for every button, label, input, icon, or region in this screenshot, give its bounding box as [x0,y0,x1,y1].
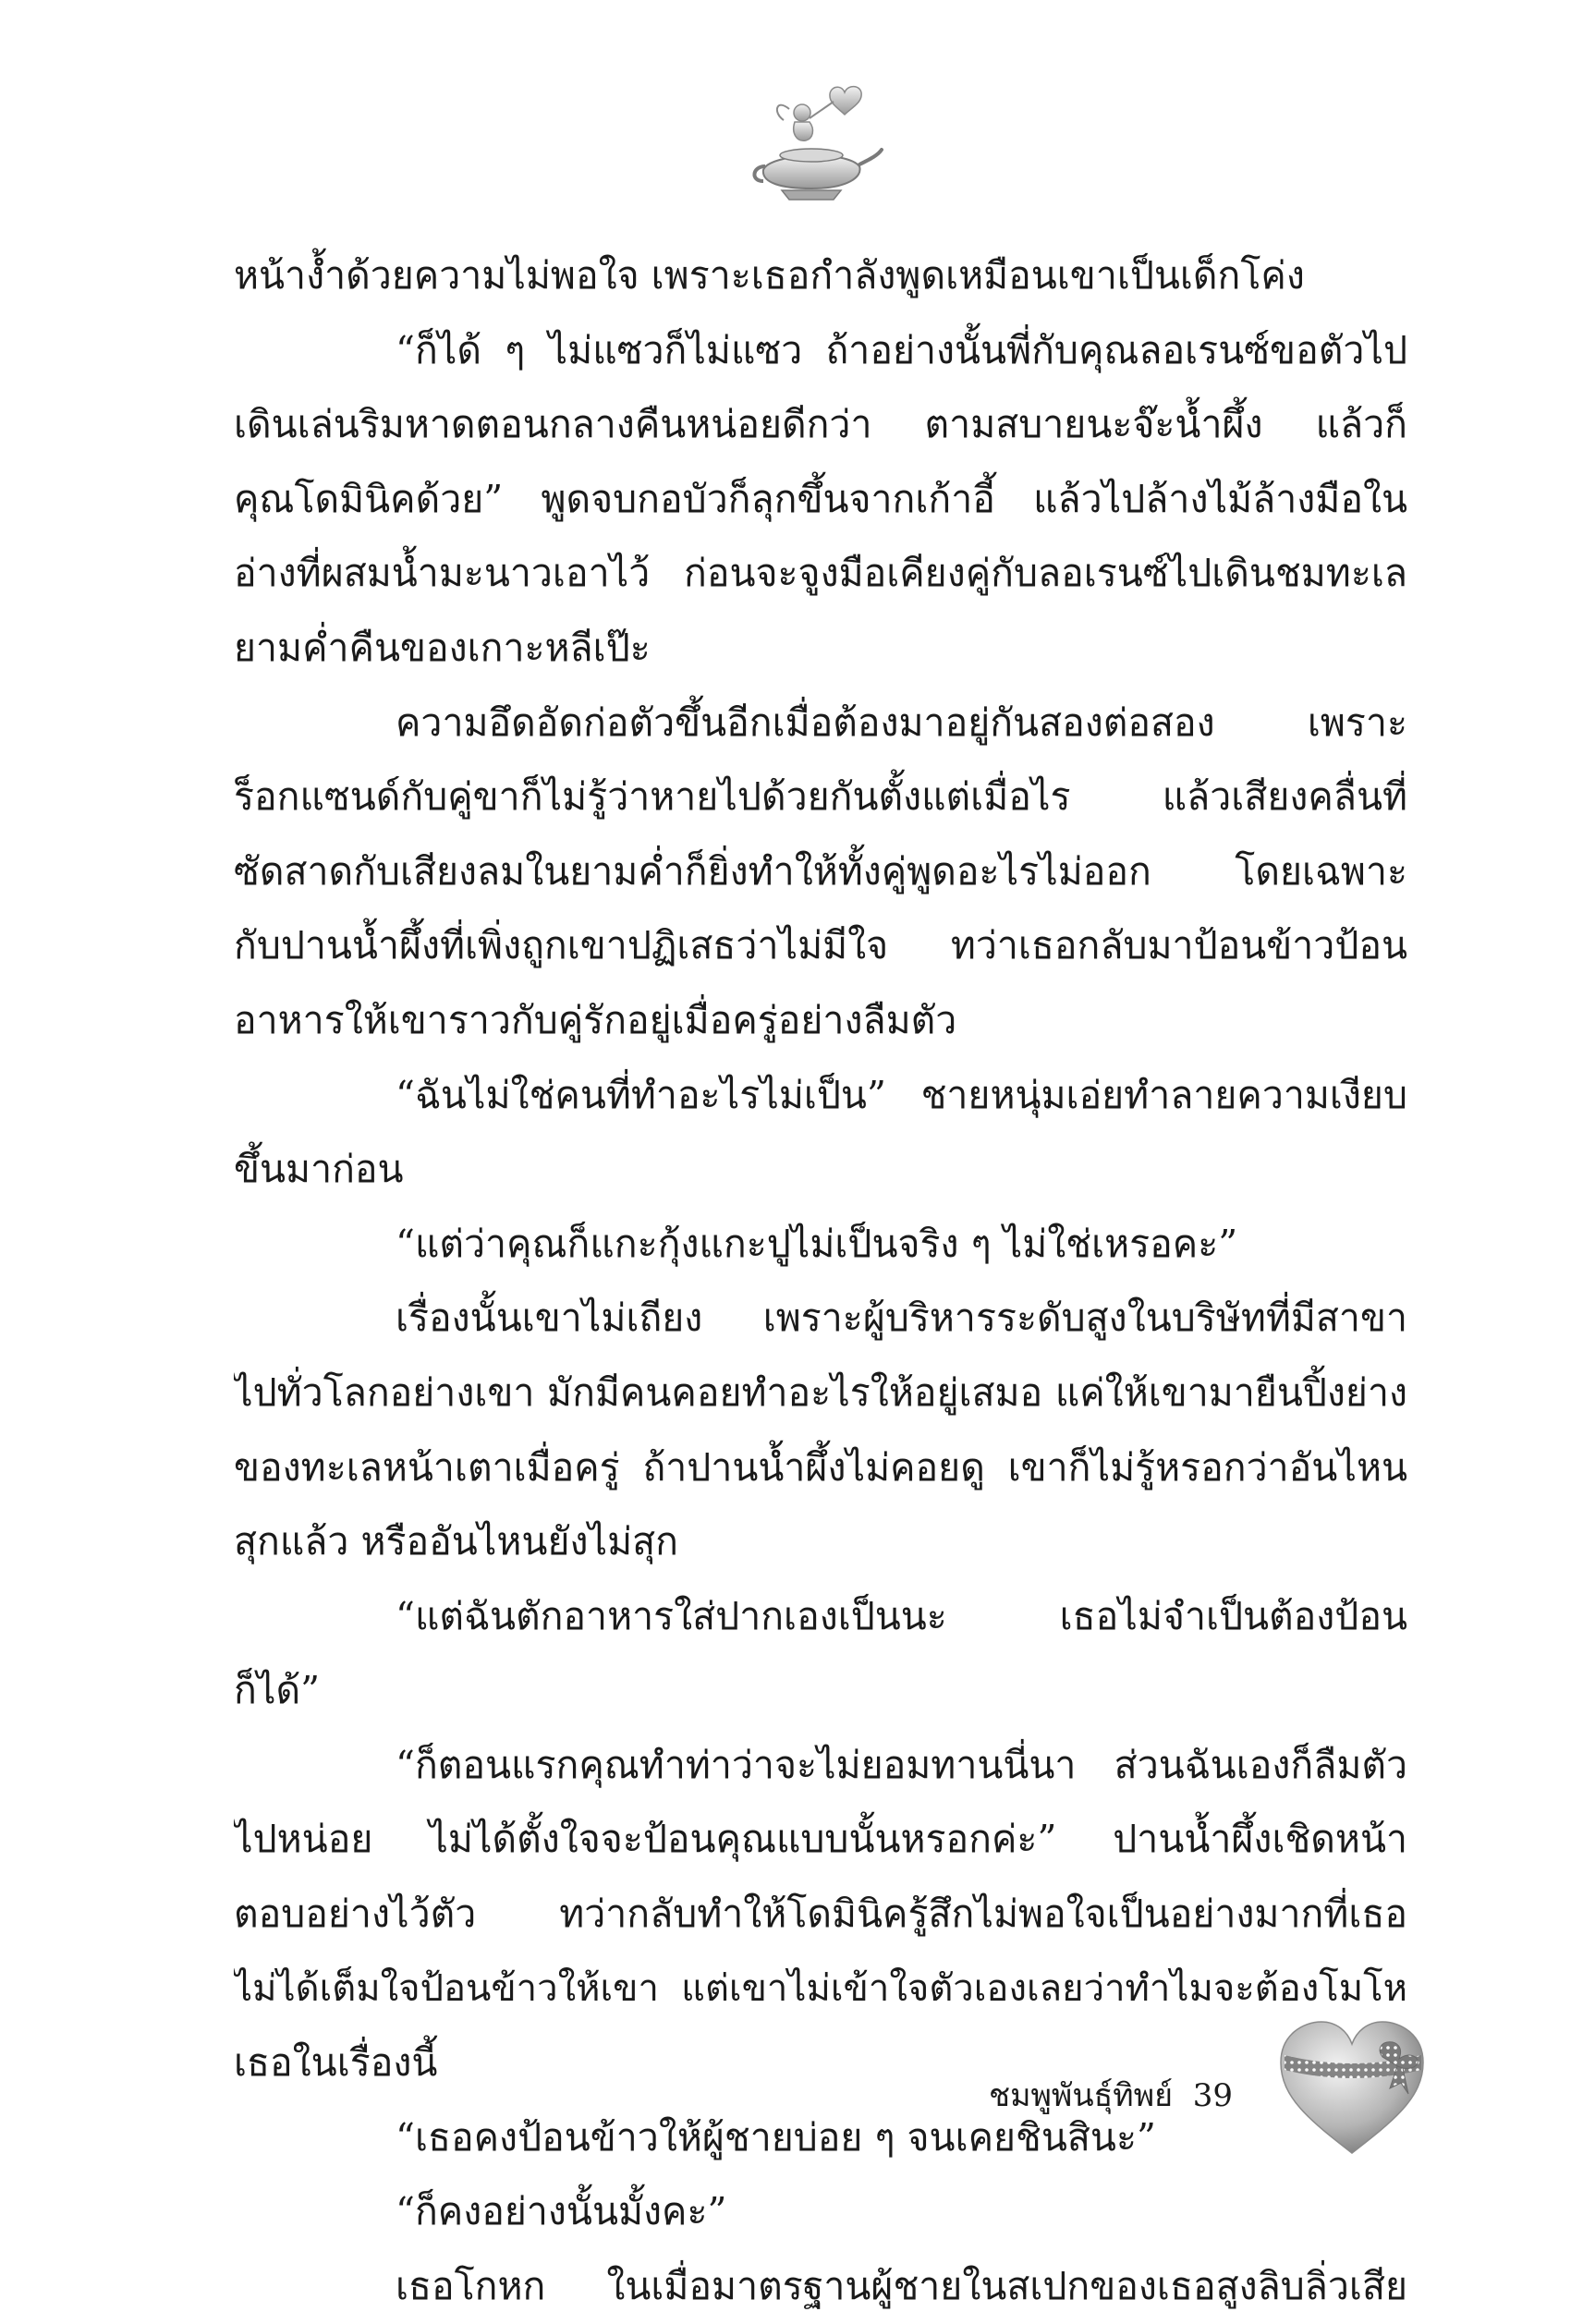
text-line: ยามค่ำคืนของเกาะหลีเป๊ะ [234,625,651,670]
text-line: เธอโกหก ในเมื่อมาตรฐานผู้ชายในสเปกของเธอสูงลิบลิ่วเสีย [396,2264,1407,2309]
text-line: ซัดสาดกับเสียงลมในยามค่ำก็ยิ่งทำให้ทั้งคู่พูดอะไรไม่ออก โดยเฉพาะ [234,848,1407,894]
text-line: “ก็ตอนแรกคุณทำท่าว่าจะไม่ยอมทานนี่นา ส่วนฉันเองก็ลืมตัว [396,1742,1407,1787]
book-title: ชมพูพันธุ์ทิพย์ [989,2077,1174,2114]
text-line: เดินเล่นริมหาดตอนกลางคืนหน่อยดีกว่า ตามสบายนะจ๊ะน้ำผึ้ง แล้วก็ [234,402,1407,447]
text-line: ร็อกแซนด์กับคู่ขาก็ไม่รู้ว่าหายไปด้วยกันตั้งแต่เมื่อไร แล้วเสียงคลื่นที่ [234,774,1407,820]
text-line: ตอบอย่างไว้ตัว ทว่ากลับทำให้โดมินิครู้สึกไม่พอใจเป็นอย่างมากที่เธอ [234,1892,1407,1937]
text-line: คุณโดมินิคด้วย” พูดจบกอบัวก็ลุกขึ้นจากเก้าอี้ แล้วไปล้างไม้ล้างมือใน [234,476,1407,521]
page-number: 39 [1192,2077,1233,2114]
cupid-teapot-icon [745,81,883,206]
text-line: ไปหน่อย ไม่ได้ตั้งใจจะป้อนคุณแบบนั้นหรอกค่ะ” ปานน้ำผึ้งเชิดหน้า [234,1817,1407,1862]
heart-ribbon-icon [1273,2014,1431,2162]
text-line: “แต่ว่าคุณก็แกะกุ้งแกะปูไม่เป็นจริง ๆ ไม่ใช่เหรอคะ” [396,1221,1238,1266]
text-line: “ฉันไม่ใช่คนที่ทำอะไรไม่เป็น” ชายหนุ่มเอ่ยทำลายความเงียบ [396,1072,1407,1117]
text-line: ความอึดอัดก่อตัวขึ้นอีกเมื่อต้องมาอยู่กันสองต่อสอง เพราะ [396,700,1407,745]
text-line: ก็ได้” [234,1668,321,1713]
text-line: สุกแล้ว หรืออันไหนยังไม่สุก [234,1519,678,1564]
body-text [234,238,1407,2324]
text-line: ของทะเลหน้าเตาเมื่อครู่ ถ้าปานน้ำผึ้งไม่คอยดู เขาก็ไม่รู้หรอกว่าอันไหน [234,1444,1407,1490]
page-footer [989,2070,1233,2120]
text-line: เธอในเรื่องนี้ [234,2040,438,2086]
text-line: หน้าง้ำด้วยความไม่พอใจ เพราะเธอกำลังพูดเหมือนเขาเป็นเด็กโค่ง [234,253,1305,298]
text-line: กับปานน้ำผึ้งที่เพิ่งถูกเขาปฏิเสธว่าไม่มีใจ ทว่าเธอกลับมาป้อนข้าวป้อน [234,923,1407,968]
text-line: ไม่ได้เต็มใจป้อนข้าวให้เขา แต่เขาไม่เข้าใจตัวเองเลยว่าทำไมจะต้องโมโห [234,1966,1407,2010]
text-line: อ่างที่ผสมน้ำมะนาวเอาไว้ ก่อนจะจูงมือเคียงคู่กับลอเรนซ์ไปเดินชมทะเล [234,551,1407,596]
text-line: ไปทั่วโลกอย่างเขา มักมีคนคอยทำอะไรให้อยู่เสมอ แค่ให้เขามายืนปิ้งย่าง [234,1369,1407,1415]
text-line: อาหารให้เขาราวกับคู่รักอยู่เมื่อครู่อย่างลืมตัว [234,997,957,1042]
text-line: ขึ้นมาก่อน [234,1147,404,1192]
text-line: “แต่ฉันตักอาหารใส่ปากเองเป็นนะ เธอไม่จำเป็นต้องป้อน [396,1593,1407,1638]
text-line: “เธอคงป้อนข้าวให้ผู้ชายบ่อย ๆ จนเคยชินสินะ” [396,2114,1156,2160]
text-line: “ก็คงอย่างนั้นมั้งคะ” [396,2189,727,2234]
text-line: เรื่องนั้นเขาไม่เถียง เพราะผู้บริหารระดับสูงในบริษัทที่มีสาขา [396,1296,1407,1341]
text-line: “ก็ได้ ๆ ไม่แซวก็ไม่แซว ถ้าอย่างนั้นพี่กับคุณลอเรนซ์ขอตัวไป [396,327,1407,372]
